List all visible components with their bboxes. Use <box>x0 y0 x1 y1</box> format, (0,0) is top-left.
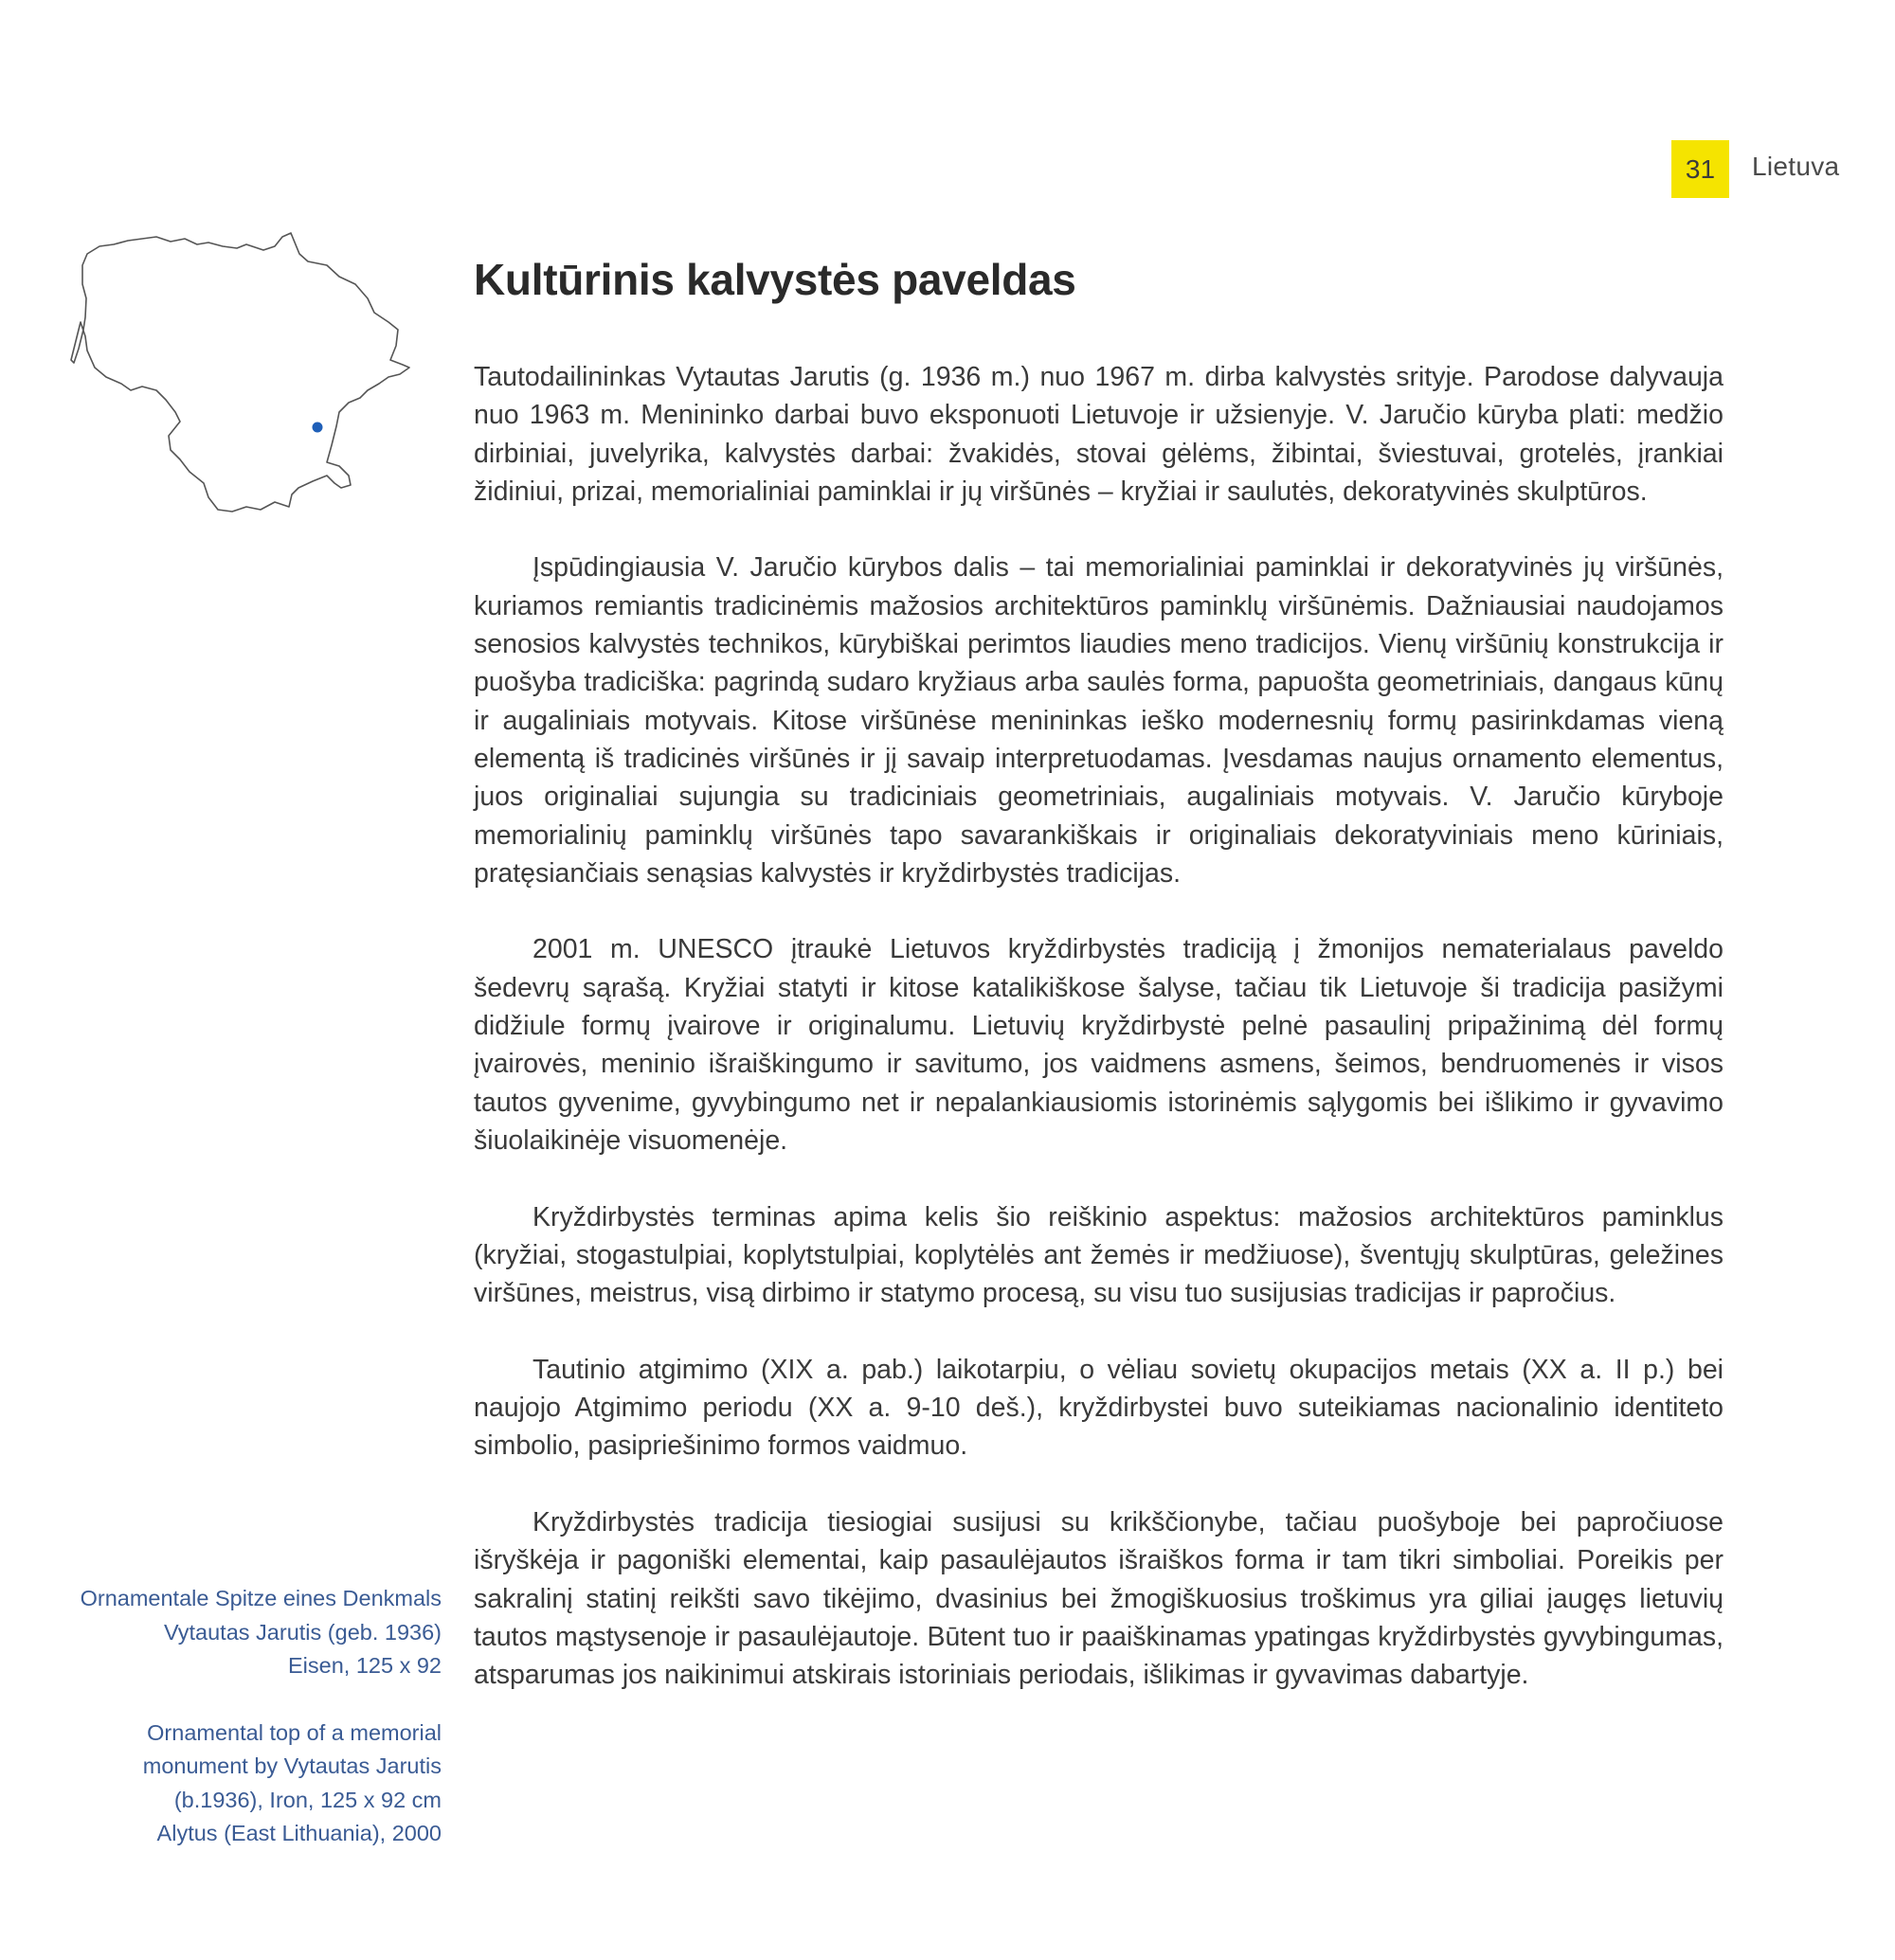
caption-line: Ornamentale Spitze eines Denkmals <box>80 1586 442 1610</box>
paragraph: Tautinio atgimimo (XIX a. pab.) laikotarpiu, o vėliau sovietų okupacijos metais (XX a. II p.) bei naujojo Atgimimo periodu (XX a. 9-10 deš.), kryždirbystei buvo suteikiamas nacionalinio identiteto simbolio, pasipriešinimo formos vaidmuo. <box>474 1354 1724 1462</box>
page-number-badge <box>1671 140 1729 198</box>
article-title: Kultūrinis kalvystės paveldas <box>474 255 1076 304</box>
caption-line: Vytautas Jarutis (geb. 1936) <box>163 1619 442 1645</box>
caption-line: Alytus (East Lithuania), 2000 <box>156 1821 442 1845</box>
paragraph: 2001 m. UNESCO įtraukė Lietuvos kryždirbystės tradiciją į žmonijos nematerialaus paveldo šedevrų sąrašą. Kryžiai statyti ir kitose katalikiškose šalyse, tačiau tik Lietuvoje ši tradicija pasižymi didžiule formų įvairove ir originalumu. Lietuvių kryždirbystė pelnė pasaulinį pripažinimą dėl formų įvairovės, meninio išraiškingumo ir savitumo, jos vaidmens asmens, šeimos, bendruomenės ir visos tautos gyvenime, gyvybingumo net ir nepalankiausiomis istorinėmis sąlygomis bei išlikimo ir gyvavimo šiuolaikinėje visuomenėje. <box>474 934 1724 1156</box>
caption-line: monument by Vytautas Jarutis <box>142 1753 442 1778</box>
paragraph: Įspūdingiausia V. Jaručio kūrybos dalis – tai memorialiniai paminklai ir dekoratyvinės jų viršūnės, kuriamos remiantis tradicinėmis mažosios architektūros paminklų viršūnėmis. Dažniausiai naudojamos senosios kalvystės technikos, kūrybiškai perimtos liaudies meno tradicijos. Vienų viršūnių konstrukcija ir puošyba tradiciška: pagrindą sudaro kryžiaus arba saulės forma, papuošta geometriniais, dangaus kūnų ir augaliniais motyvais. Kitose viršūnėse menininkas ieško modernesnių formų pasirinkdamas vieną elementą iš tradicinės viršūnės ir jį savaip interpretuodamas. Įvesdamas naujus ornamento elementus, juos originaliai sujungia su tradiciniais geometriniais, augaliniais motyvais. V. Jaručio kūryboje memorialinių paminklų viršūnės tapo savarankiškais ir originaliais dekoratyviniais meno kūriniais, pratęsiančiais senąsias kalvystės ir kryždirbystės tradicijas. <box>474 552 1724 889</box>
caption-line: (b.1936), Iron, 125 x 92 cm <box>173 1787 442 1812</box>
paragraph: Kryždirbystės terminas apima kelis šio reiškinio aspektus: mažosios architektūros paminklus (kryžiai, stogastulpiai, koplytstulpiai, koplytėlės ant žemės ir medžiuose), šventųjų skulptūras, geležines viršūnes, meistrus, visą dirbimo ir statymo procesą, su visu tuo susijusias tradicijas ir papročius. <box>474 1201 1724 1309</box>
page-number: 31 <box>1685 153 1716 184</box>
section-label: Lietuva <box>1752 152 1840 181</box>
image-captions <box>57 1582 442 1884</box>
paragraph: Tautodailininkas Vytautas Jarutis (g. 1936 m.) nuo 1967 m. dirba kalvystės srityje. Parodose dalyvauja nuo 1963 m. Menininko darbai buvo eksponuoti Lietuvoje ir užsienyje. V. Jaručio kūryba plati: medžio dirbiniai, juvelyrika, kalvystės darbai: žvakidės, stovai gėlėms, žibintai, šviestuvai, grotelės, įrankiai židiniui, prizai, memorialiniai paminklai ir jų viršūnės – kryžiai ir saulutės, dekoratyvinės skulptūros. <box>474 362 1724 507</box>
article-body <box>474 358 1724 1733</box>
caption-english <box>57 1717 442 1851</box>
caption-line: Eisen, 125 x 92 <box>288 1653 442 1678</box>
lithuania-map-icon <box>47 227 426 530</box>
caption-line: Ornamental top of a memorial <box>147 1719 442 1745</box>
country-outline <box>71 233 409 512</box>
caption-german <box>57 1582 442 1683</box>
paragraph: Kryždirbystės tradicija tiesiogiai susijusi su krikščionybe, tačiau puošyboje bei papročiuose išryškėja ir pagoniški elementai, kaip pasaulėjautos išraiškos forma ir tam tikri simboliai. Poreikis per sakralinį statinį reikšti savo tikėjimo, dvasinius bei žmogiškuosius troškimus yra giliai įaugęs lietuvių tautos mąstysenoje ir pasaulėjautoje. Būtent tuo ir paaiškinamas ypatingas kryždirbystės gyvybingumas, atsparumas jos naikinimui atskirais istoriniais periodais, išlikimas ir gyvavimas dabartyje. <box>474 1506 1724 1691</box>
location-marker <box>313 423 323 433</box>
